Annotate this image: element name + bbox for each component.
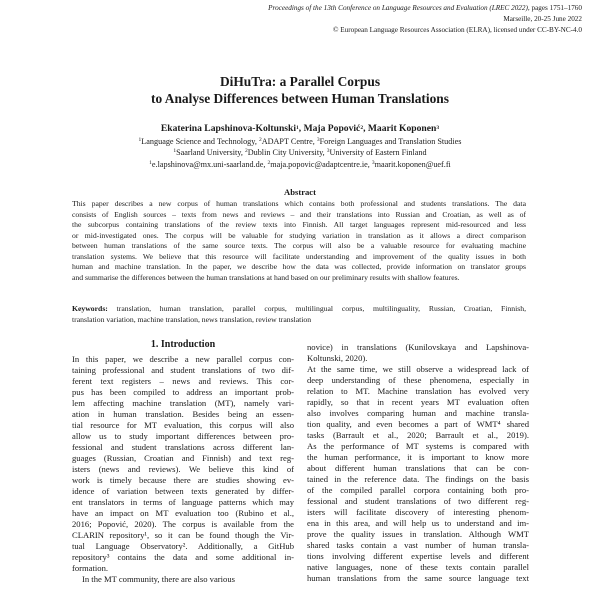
abstract-line: or mid-investigated ones. The corpus will be valuable for studying variation in translation as it allows a direct comparison (72, 230, 526, 240)
proceedings-copyright: © European Language Resources Association (ELRA), licensed under CC-BY-NC-4.0 (333, 26, 582, 34)
author-superscript: 3 (436, 125, 440, 131)
body-text-line: relation to MT. Machine translation has evolved very (307, 386, 529, 396)
proceedings-title: Proceedings of the 13th Conference on Language Resources and Evaluation (LREC 2022), (268, 4, 530, 12)
affiliation-text: ADAPT Centre, (261, 137, 317, 146)
body-text-line: fessional and student translations of two different reg- (307, 496, 529, 506)
author-superscript: 2 (360, 125, 364, 131)
author-name: Ekaterina Lapshinova-Koltunski (160, 123, 297, 134)
body-text-line: rapidly, so that in recent years MT evaluation often (307, 397, 529, 407)
affiliation-superscript: 2 (267, 160, 271, 166)
abstract-heading: Abstract (284, 187, 316, 197)
body-text-line: lem affecting machine translation (MT), namely vari- (72, 398, 294, 408)
author-name: Maarit Koponen (367, 123, 437, 134)
author-superscript: 1 (296, 125, 299, 131)
body-text-line: fessional and student translations across different lan- (72, 442, 294, 452)
body-text-line: tasks (Barrault et al., 2020; Barrault et al., 2019). (307, 430, 529, 440)
body-text-line: tion quality, and even becomes a part of WMT⁴ shared (307, 419, 529, 429)
abstract-line: human and machine translation. In the paper, we describe how the data was collected, provide information on translator groups (72, 262, 526, 271)
body-text-line: taining professional and student translations of two dif- (72, 365, 294, 375)
affiliation-text: Language Science and Technology, (141, 137, 259, 146)
body-text-line: deep understanding of these phenomena, especially in (307, 375, 529, 385)
body-text-line: of the compiled parallel corpora containing both pro- (307, 485, 529, 495)
body-text-line: tions involving different expertise levels and different (307, 551, 529, 561)
affiliation-emails (0, 159, 600, 170)
proceedings-location: Marseille, 20-25 June 2022 (503, 15, 582, 23)
affiliation-text: Foreign Languages and Translation Studies (319, 137, 462, 146)
body-text-line: guages (Russian, Croatian and Finnish) and text reg- (72, 453, 294, 463)
affiliation-text: Saarland University, (176, 148, 245, 157)
abstract-line: consists of English sources – texts from news and reviews – and their translations into Russian and Croatian, as well as of (72, 209, 526, 219)
body-text-line: idence of variation between texts generated by differ- (72, 486, 294, 496)
body-text-line: human translations from the same source language text (307, 573, 529, 583)
keywords-label: Keywords: (72, 304, 108, 313)
body-text-line: tual Language Observatory². Additionally, a GitHub (72, 541, 294, 551)
affiliation-superscript: 2 (258, 137, 262, 143)
body-text-line: In this paper, we describe a new parallel corpus con- (72, 354, 294, 364)
author-list (0, 123, 600, 135)
body-text-line: novice) in translations (Kunilovskaya and Lapshinova- (307, 342, 529, 352)
affiliation-superscript: 1 (149, 160, 152, 166)
body-text-line: CLARIN repository¹, so it can be found though the Vir- (72, 530, 294, 540)
body-text-line: Koltunski, 2020). (307, 353, 368, 363)
abstract-line: This paper describes a new corpus of human translations which contains both professional and students translations. The data (72, 199, 526, 208)
keywords-line (72, 304, 526, 314)
body-text-line: tained in the reference data. The findings on the basis (307, 474, 529, 484)
body-text-line: also involves comparing human and machine transla- (307, 408, 529, 418)
body-text-line: formation. (72, 563, 109, 573)
affiliation-superscript: 1 (173, 148, 177, 154)
body-text-line: At the same time, we still observe a widespread lack of (307, 364, 529, 374)
affiliation-superscript: 2 (244, 148, 248, 154)
author-separator: , (298, 123, 304, 134)
affiliation-universities (0, 147, 600, 158)
paper-title-line1: DiHuTra: a Parallel Corpus (219, 74, 381, 89)
body-text-line: about different human translations that can be con- (307, 463, 529, 473)
section-heading: 1. Introduction (150, 339, 216, 350)
body-text-line: In the MT community, there are also various (82, 574, 235, 584)
body-text-line: repository³ contains the data and some additional in- (72, 552, 294, 562)
body-text-line: have an impact on MT evaluation too (Rubino et al., (72, 508, 294, 518)
body-text-line: prove the quality issues in translation. Although WMT (307, 529, 529, 539)
body-text-line: allow us to study important differences between pro- (72, 431, 294, 441)
body-text-line: isters (news and reviews). We believe this kind of (72, 464, 294, 474)
body-text-line: ferent text registers – news and reviews. This cor- (72, 376, 294, 386)
author-email: maja.popovic@adaptcentre.ie, (270, 160, 372, 169)
affiliation-text: University of Eastern Finland (329, 148, 427, 157)
body-text-line: the human performance, it is important to know more (307, 452, 529, 462)
abstract-line: between human translations of the same source texts. The corpus will also be a valuable resource for evaluating machine (72, 241, 526, 250)
proceedings-line (162, 3, 582, 14)
body-text-line: tial resource for MT evaluation, this corpus will also (72, 420, 294, 430)
paper-title-line2: to Analyse Differences between Human Translations (151, 91, 449, 106)
body-text-line: shared tasks contain a vast number of human transla- (307, 540, 529, 550)
proceedings-header (162, 3, 582, 36)
body-text-line: ent translators in terms of language patterns which may (72, 497, 294, 507)
affiliation-text: Dublin City University, (247, 148, 327, 157)
body-text-line: 2016; Popović, 2020). The corpus is available from the (72, 519, 294, 529)
author-email: e.lapshinova@mx.uni-saarland.de, (151, 160, 268, 169)
author-separator: , (363, 123, 368, 134)
proceedings-pages: pages 1751–1760 (529, 4, 582, 12)
affiliation-departments (0, 136, 600, 147)
body-text-line: work is timely because there are studies showing ev- (72, 475, 294, 485)
affiliation-superscript: 1 (138, 137, 142, 143)
keywords-text: translation, human translation, parallel corpus, multilingual corpus, multilinguality, Russian, Croatian, Finnish, (107, 304, 526, 313)
body-text-line: As the performance of MT systems is compared with (307, 441, 529, 451)
abstract-line: the subcorpus containing translations of the review texts into Finnish. All target languages represent mid-resourced and less (72, 220, 526, 229)
author-email: maarit.koponen@uef.fi (374, 160, 451, 169)
body-text-line: isters will facilitate discovery of interesting phenom- (307, 507, 529, 517)
body-text-line: native languages, none of these texts contain parallel (307, 562, 529, 572)
body-text-line: pus has been compiled to address an important prob- (72, 387, 294, 397)
keywords-line: translation variation, machine translation, news translation, review translation (72, 314, 312, 324)
body-text-line: ena in this area, and will help us to understand and im- (307, 518, 529, 528)
affiliation-superscript: 3 (326, 148, 330, 154)
abstract-line: and summarise the differences between the human translations at hand based on our preliminary results with shallow features. (72, 272, 460, 282)
affiliation-superscript: 3 (316, 137, 320, 143)
body-text-line: ation in human translation. Besides being an essen- (72, 409, 294, 419)
affiliation-superscript: 3 (371, 160, 375, 166)
abstract-line: translation systems. We believe that this resource will facilitate understanding and improvement of the quality issues in both (72, 251, 526, 261)
author-name: Maja Popović (303, 123, 361, 134)
